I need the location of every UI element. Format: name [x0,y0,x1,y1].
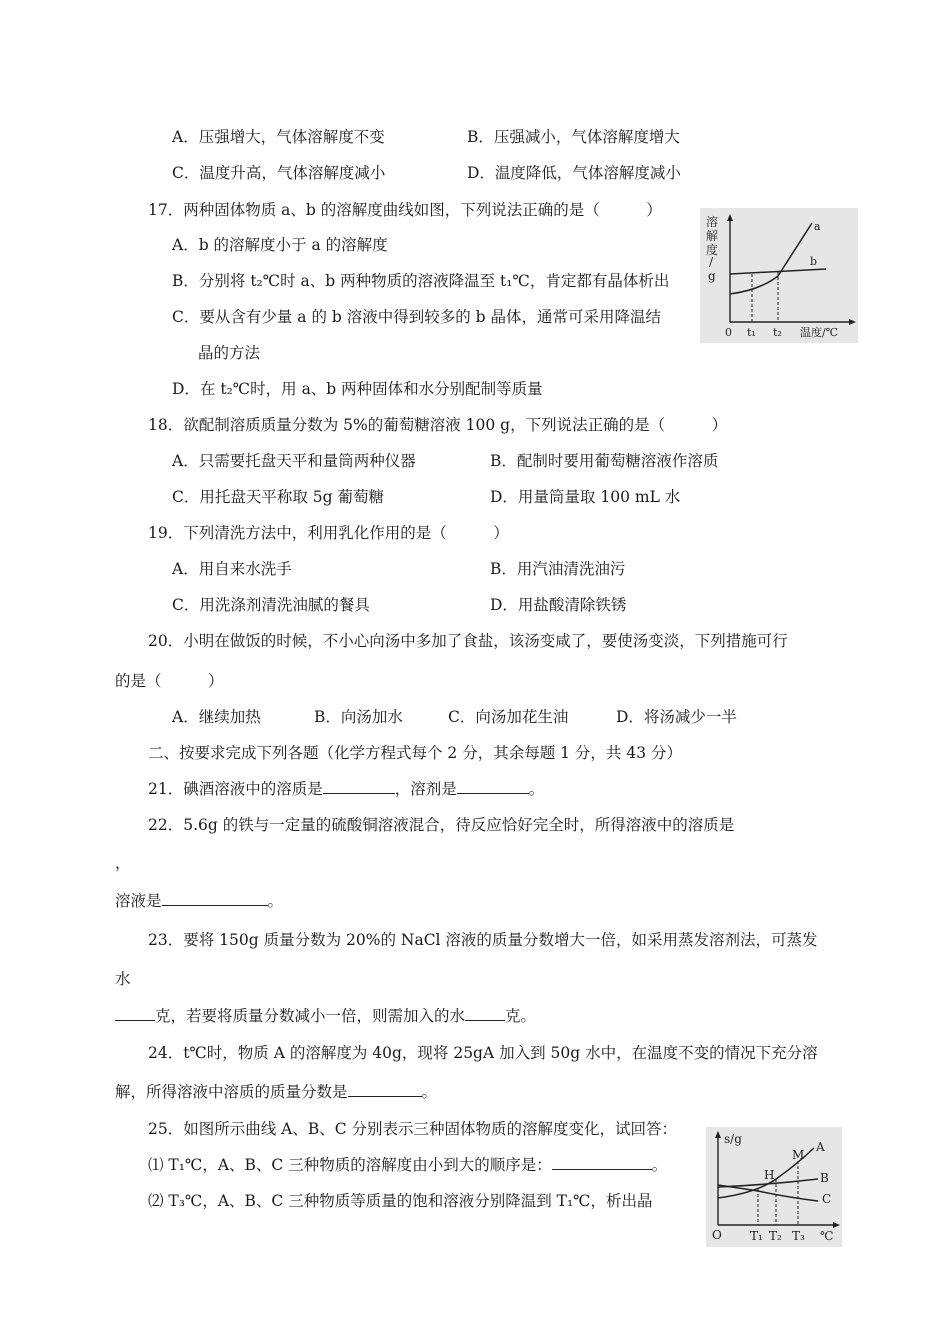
q21-text-3: 。 [528,780,545,798]
q25-sub-1-text: ⑴ T₁℃，A、B、C 三种物质的溶解度由小到大的顺序是： [148,1156,552,1174]
q22-blank-solution[interactable] [162,891,268,906]
ylabel: s/g [724,1132,742,1146]
q21-blank-solvent[interactable] [457,779,529,794]
q25-solubility-figure [706,1127,842,1247]
q17-stem: 17．两种固体物质 a、b 的溶解度曲线如图，下列说法正确的是（ ） [148,201,662,219]
curve-B-label: B [820,1171,829,1185]
q24-text-1: 解，所得溶液中溶质的质量分数是 [115,1083,348,1101]
q23-line-1: 23．要将 150g 质量分数为 20%的 NaCl 溶液的质量分数增大一倍，如采用蒸发溶剂法，可蒸发 [148,931,818,949]
ylabel-char-4: / [709,255,714,269]
q23-blank-add-water[interactable] [465,1006,505,1021]
q23-text-1: 克，若要将质量分数减小一倍，则需加入的水 [155,1007,466,1025]
curve-C [718,1185,818,1201]
q25-stem: 25．如图所示曲线 A、B、C 分别表示三种固体物质的溶解度变化，试回答： [148,1120,678,1138]
curve-a [730,223,812,294]
q20-option-c: C．向汤加花生油 [448,708,569,726]
q25-sub-1 [148,1155,667,1175]
q16-option-d: D．温度降低，气体溶解度减小 [467,164,681,182]
q21-text-2: ，溶剂是 [394,780,457,798]
q18-option-d: D．用量筒量取 100 mL 水 [490,488,681,506]
origin-label: 0 [725,326,732,339]
ylabel-char-2: 解 [706,229,719,243]
y-axis-arrow [715,1131,721,1138]
ylabel-char-5: g [708,269,716,283]
q18-option-a: A．只需要托盘天平和量筒两种仪器 [172,452,416,470]
curve-C-label: C [822,1192,832,1206]
q23-line-3 [115,1006,536,1026]
q19-option-a: A．用自来水洗手 [172,560,292,578]
q24-line-1: 24．t℃时，物质 A 的溶解度为 40g，现将 25gA 加入到 50g 水中，在温度不变的情况下充分溶 [148,1044,818,1062]
q22-line-2 [115,891,283,911]
origin-label: O [712,1228,722,1242]
q25-sub-1-end: 。 [651,1156,668,1174]
q17-option-d: D．在 t₂℃时，用 a、b 两种固体和水分别配制等质量 [172,380,543,398]
T1-label: T₁ [750,1229,763,1243]
q21 [148,779,544,799]
q18-option-b: B．配制时要用葡萄糖溶液作溶质 [490,452,719,470]
curve-b-label: b [810,255,818,268]
q16-option-a: A．压强增大，气体溶解度不变 [172,128,385,146]
xlabel: 温度/℃ [800,326,839,339]
q17-option-c-cont: 晶的方法 [198,344,261,362]
q22-text-1: 溶液是 [115,892,162,910]
q22-comma: ， [115,854,131,872]
q25-blank-order[interactable] [552,1155,652,1170]
q23-line-2: 水 [115,970,131,988]
q24-line-2 [115,1082,437,1102]
q18-stem: 18．欲配制溶质质量分数为 5%的葡萄糖溶液 100 g，下列说法正确的是（ ） [148,416,728,434]
q25-figure-svg [706,1127,842,1247]
q17-figure-svg [700,208,858,343]
point-H-label: H [764,1168,775,1182]
q20-option-a: A．继续加热 [172,708,261,726]
ylabel-char-3: 度 [706,243,719,257]
q20-stem: 20．小明在做饭的时候，不小心向汤中多加了食盐，该汤变咸了，要使汤变淡，下列措施可行 [148,632,788,650]
y-axis-arrow [727,214,733,221]
q19-option-b: B．用汽油清洗油污 [490,560,626,578]
q17-option-b: B．分别将 t₂℃时 a、b 两种物质的溶液降温至 t₁℃，肯定都有晶体析出 [172,272,670,290]
T3-label: T₃ [792,1229,805,1243]
q22-line-1: 22．5.6g 的铁与一定量的硫酸铜溶液混合，待反应恰好完全时，所得溶液中的溶质是 [148,816,735,834]
q24-blank-fraction[interactable] [348,1082,422,1097]
q25-sub-2: ⑵ T₃℃，A、B、C 三种物质等质量的饱和溶液分别降温到 T₁℃，析出晶 [148,1192,653,1210]
q17-option-a: A．b 的溶解度小于 a 的溶解度 [172,236,388,254]
curve-a-label: a [814,220,821,233]
q21-text-1: 21．碘酒溶液中的溶质是 [148,780,323,798]
q18-option-c: C．用托盘天平称取 5g 葡萄糖 [172,488,384,506]
q17-option-c: C．要从含有少量 a 的 b 溶液中得到较多的 b 晶体，通常可采用降温结 [172,308,662,326]
q20-stem-cont: 的是（ ） [115,672,224,690]
ylabel-char-1: 溶 [706,215,719,229]
point-M-label: M [792,1148,805,1162]
q19-option-d: D．用盐酸清除铁锈 [490,596,627,614]
q16-option-b: B．压强减小，气体溶解度增大 [467,128,680,146]
T2-label: T₂ [769,1229,782,1243]
q22-text-2: 。 [267,892,284,910]
q19-stem: 19．下列清洗方法中，利用乳化作用的是（ ） [148,524,509,542]
section-2-heading: 二、按要求完成下列各题（化学方程式每个 2 分，其余每题 1 分，共 43 分） [148,744,683,762]
x-axis-arrow [833,1222,840,1228]
t2-label: t₂ [773,326,782,339]
q20-option-b: B．向汤加水 [314,708,403,726]
q17-solubility-figure [700,208,858,343]
q23-text-2: 克。 [505,1007,537,1025]
q16-option-c: C．温度升高，气体溶解度减小 [172,164,386,182]
q21-blank-solute[interactable] [323,779,395,794]
curve-A-label: A [816,1140,825,1154]
x-axis-arrow [849,319,856,325]
t1-label: t₁ [747,326,756,339]
q19-option-c: C．用洗涤剂清洗油腻的餐具 [172,596,370,614]
x-unit-label: ℃ [820,1229,834,1243]
q23-blank-evaporate[interactable] [115,1006,155,1021]
q24-text-2: 。 [421,1083,438,1101]
q20-option-d: D．将汤减少一半 [616,708,737,726]
